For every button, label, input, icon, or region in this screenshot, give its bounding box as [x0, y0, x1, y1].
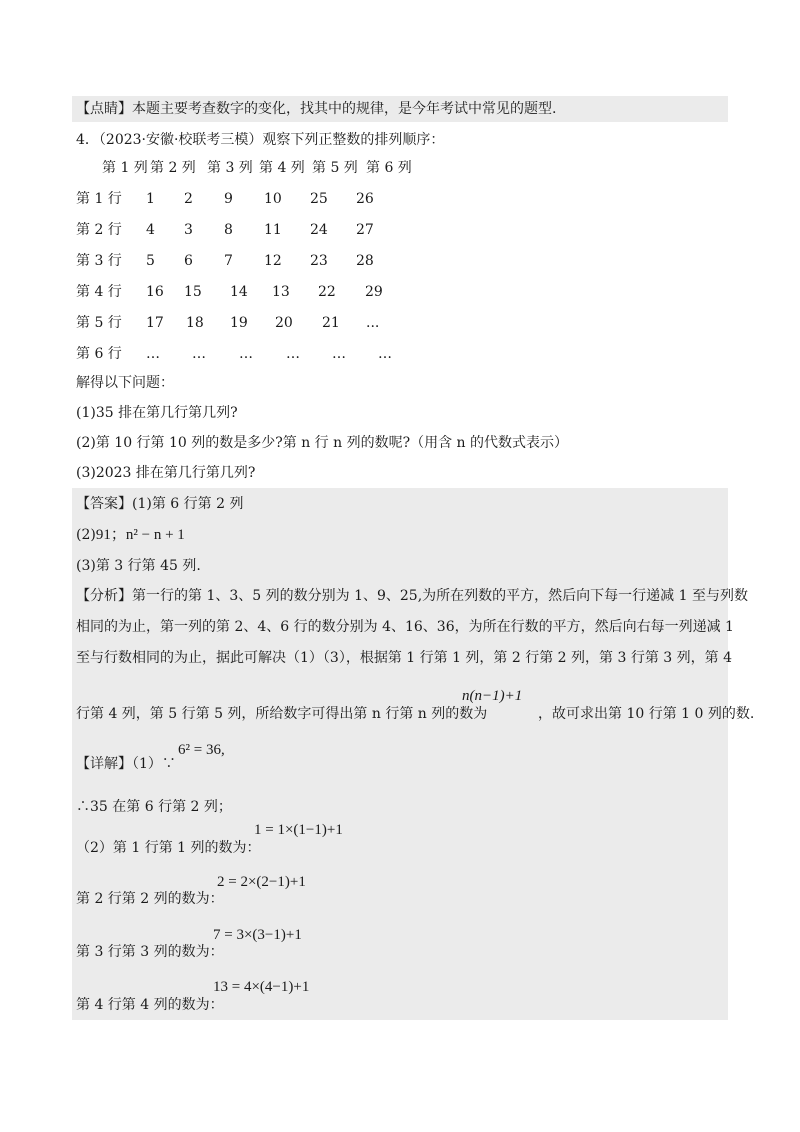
table-cell: …	[286, 346, 300, 362]
detail-item-label: 第 3 行第 3 列的数为：	[76, 944, 224, 960]
detail-conclusion: ∴35 在第 6 行第 2 列；	[76, 799, 232, 815]
row-label: 第 4 行	[76, 284, 122, 300]
table-cell: 17	[146, 315, 164, 331]
question-3: (3)2023 排在第几行第几列?	[76, 465, 256, 481]
answer-1: 【答案】(1)第 6 行第 2 列	[76, 496, 244, 512]
column-header: 第 3 列	[207, 160, 253, 176]
table-cell: 23	[310, 253, 328, 269]
table-cell: 20	[275, 315, 293, 331]
table-cell: 27	[356, 222, 374, 238]
table-cell: …	[378, 346, 392, 362]
table-cell: 1	[146, 191, 155, 207]
row-label: 第 2 行	[76, 222, 122, 238]
table-cell: …	[332, 346, 346, 362]
table-cell: ...	[366, 315, 380, 331]
table-cell: 2	[184, 191, 193, 207]
table-cell: 14	[230, 284, 248, 300]
row-label: 第 1 行	[76, 191, 122, 207]
tip-line: 【点睛】本题主要考查数字的变化，找其中的规律，是今年考试中常见的题型.	[76, 101, 557, 117]
analysis-line-4: 行第 4 列，第 5 行第 5 列，所给数字可得出第 n 行第 n 列的数为	[76, 706, 488, 722]
table-cell: …	[192, 346, 206, 362]
column-header: 第 5 列	[312, 160, 358, 176]
table-cell: 11	[264, 222, 282, 238]
table-cell: 13	[272, 284, 290, 300]
row-label: 第 3 行	[76, 253, 122, 269]
answer-3: (3)第 3 行第 45 列.	[76, 558, 201, 574]
analysis-line-4-tail: ，故可求出第 10 行第 1 0 列的数.	[538, 706, 755, 722]
table-cell: 21	[322, 315, 340, 331]
row-label: 第 5 行	[76, 315, 122, 331]
table-cell: 3	[184, 222, 193, 238]
column-header: 第 1 列	[102, 160, 148, 176]
detail-eq-1: 6² = 36,	[178, 742, 225, 758]
table-cell: 25	[310, 191, 328, 207]
detail-item-formula: 1 = 1×(1−1)+1	[254, 822, 343, 838]
detail-title: 【详解】（1）∵	[76, 756, 176, 772]
column-header: 第 2 列	[150, 160, 196, 176]
answer-2-value: 91；	[95, 527, 126, 543]
table-cell: 29	[365, 284, 383, 300]
detail-item-formula: 2 = 2×(2−1)+1	[217, 874, 306, 890]
table-cell: 24	[310, 222, 328, 238]
column-header: 第 6 列	[366, 160, 412, 176]
table-cell: 7	[224, 253, 233, 269]
row-label: 第 6 行	[76, 346, 122, 362]
table-cell: 15	[184, 284, 202, 300]
table-cell: 4	[146, 222, 155, 238]
question-1: (1)35 排在第几行第几列?	[76, 405, 238, 421]
table-cell: 12	[264, 253, 282, 269]
question-2: (2)第 10 行第 10 列的数是多少?第 n 行 n 列的数呢?（用含 n 的代数式表示）	[76, 435, 569, 451]
table-cell: 16	[146, 284, 164, 300]
detail-item-label: 第 2 行第 2 列的数为：	[76, 891, 224, 907]
table-cell: …	[239, 346, 253, 362]
answer-2	[76, 525, 185, 545]
detail-item-label: （2）第 1 行第 1 列的数为：	[76, 840, 261, 856]
table-cell: 8	[224, 222, 233, 238]
table-cell: 5	[146, 253, 155, 269]
table-cell: …	[146, 346, 160, 362]
table-cell: 26	[356, 191, 374, 207]
table-cell: 22	[318, 284, 336, 300]
detail-item-formula: 13 = 4×(4−1)+1	[213, 979, 310, 995]
detail-item-label: 第 4 行第 4 列的数为：	[76, 997, 224, 1013]
table-cell: 10	[264, 191, 282, 207]
table-cell: 6	[184, 253, 193, 269]
table-cell: 18	[186, 315, 204, 331]
column-header: 第 4 列	[259, 160, 305, 176]
problem-header: 4．（2023·安徽·校联考三模）观察下列正整数的排列顺序：	[76, 132, 445, 148]
analysis-line-3: 至与行数相同的为止，据此可解决（1）（3），根据第 1 行第 1 列，第 2 行第 2 列，第 3 行第 3 列，第 4	[76, 650, 733, 666]
question-prompt: 解得以下问题：	[76, 375, 174, 391]
analysis-formula: n(n−1)+1	[462, 688, 523, 704]
answer-2-prefix: (2)	[76, 527, 96, 543]
table-cell: 28	[356, 253, 374, 269]
analysis-line-1: 【分析】第一行的第 1、3、5 列的数分别为 1、9、25,为所在列数的平方，然后向下每一行递减 1 至与列数	[76, 588, 748, 604]
detail-item-formula: 7 = 3×(3−1)+1	[213, 927, 302, 943]
table-cell: 19	[230, 315, 248, 331]
analysis-line-2: 相同的为止，第一列的第 2、4、6 行的数分别为 4、16、36，为所在行数的平方，然后向右每一列递减 1	[76, 619, 734, 635]
answer-2-formula: n² − n + 1	[125, 527, 185, 543]
table-cell: 9	[224, 191, 233, 207]
